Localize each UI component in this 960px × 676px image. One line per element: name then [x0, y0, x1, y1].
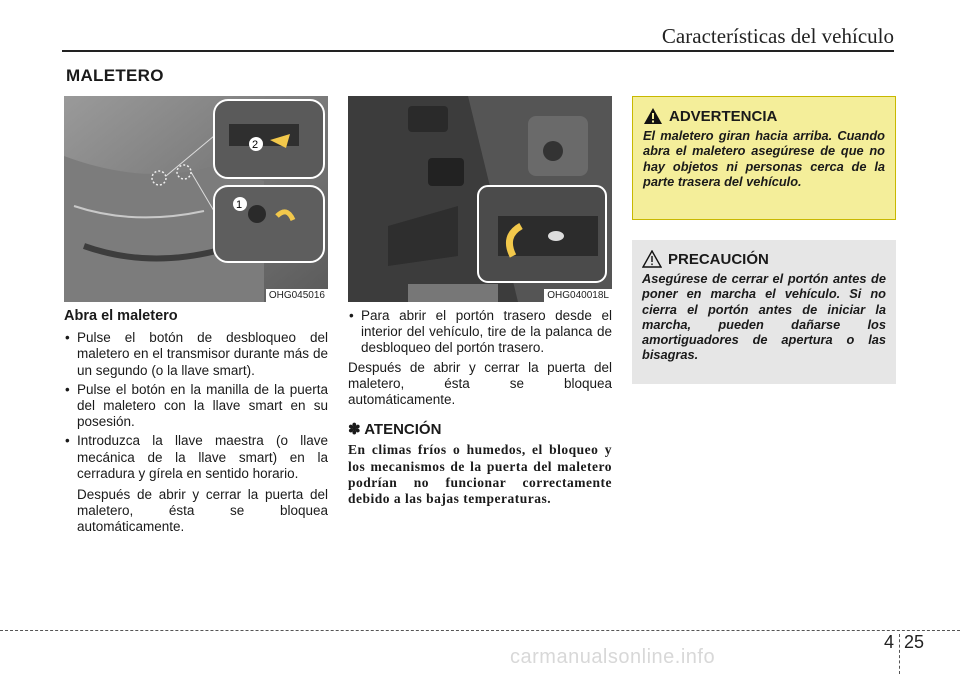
attention-title: ATENCIÓN	[364, 421, 442, 439]
figure-lever-photo	[348, 96, 612, 302]
attention-icon: ✽	[348, 421, 361, 439]
caution-triangle-icon	[642, 250, 662, 268]
chapter-number: 4	[884, 632, 895, 652]
list-item: • Pulse el botón en la manilla de la puerta del maletero con la llave smart en su posesión.	[64, 382, 328, 431]
warning-body: El maletero giran hacia arriba. Cuando abra el maletero asegúrese de que no hay objetos ni personas cerca de la parte trasera del vehículo.	[643, 128, 885, 189]
callout-2: 2	[252, 139, 259, 151]
header-rule	[62, 50, 894, 52]
page-number-separator	[899, 634, 900, 674]
header-title: Características del vehículo	[661, 24, 894, 48]
attention-body: En climas fríos o humedos, el bloqueo y los mecanismos de la puerta del maletero podrían no funcionar correctamente debido a las bajas temperaturas.	[348, 442, 612, 507]
trunk-illustration	[64, 96, 328, 302]
open-trunk-list	[64, 330, 328, 482]
column-1	[64, 308, 328, 536]
followup-paragraph: Después de abrir y cerrar la puerta del maletero, ésta se bloquea automáticamente.	[77, 487, 328, 535]
list-item: • Introduzca la llave maestra (o llave mecánica de la llave smart) en la cerradura y gírela en sentido horario.	[64, 433, 328, 482]
watermark: carmanualsonline.info	[510, 646, 716, 668]
warning-triangle-icon	[643, 107, 663, 125]
figure1-code: OHG045016	[266, 289, 328, 302]
caution-body: Asegúrese de cerrar el portón antes de poner en marcha el vehículo. Si no cierra el portón antes de iniciar la marcha, pueden dañarse los amortiguadores de apertura o las bisagras.	[642, 271, 886, 363]
caution-box	[632, 240, 896, 384]
list-item: • Pulse el botón de desbloqueo del maletero en el transmisor durante más de un segundo (o la llave smart).	[64, 330, 328, 379]
attention-heading	[348, 422, 612, 438]
figure-trunk-photo	[64, 96, 328, 302]
caution-heading	[642, 250, 886, 268]
autolock-paragraph: Después de abrir y cerrar la puerta del maletero, ésta se bloquea automáticamente.	[348, 359, 612, 408]
warning-heading	[643, 107, 885, 125]
page-number: 25	[904, 632, 925, 652]
subheading-open-trunk: Abra el maletero	[64, 308, 178, 324]
column-2	[348, 308, 612, 507]
figure2-code: OHG040018L	[544, 289, 612, 302]
lever-illustration	[348, 96, 612, 302]
caution-title: PRECAUCIÓN	[668, 250, 769, 268]
section-title: MALETERO	[66, 66, 164, 85]
warning-box	[632, 96, 896, 220]
list-item: • Para abrir el portón trasero desde el interior del vehículo, tire de la palanca de desbloqueo del portón trasero.	[348, 308, 612, 357]
warning-title: ADVERTENCIA	[669, 107, 778, 125]
interior-release-list	[348, 308, 612, 357]
callout-1: 1	[236, 199, 243, 211]
footer-rule	[0, 630, 960, 631]
